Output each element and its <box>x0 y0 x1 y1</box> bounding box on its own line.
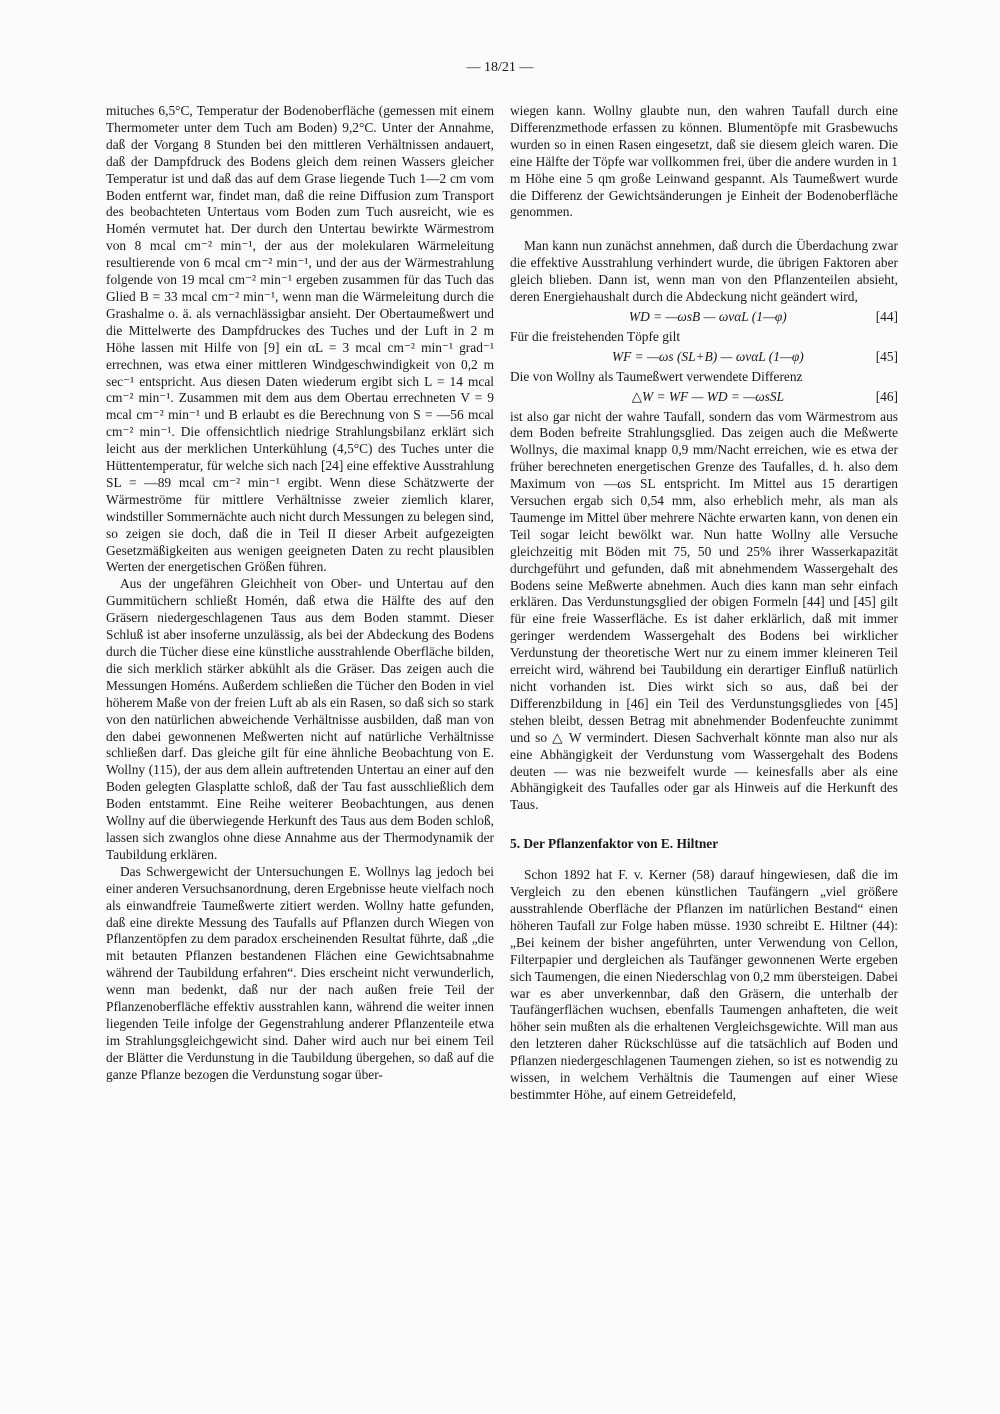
paragraph: mituches 6,5°C, Temperatur der Bodenoberfläche (gemessen mit einem Thermometer unter dem Tuch am Boden) 9,2°C. Unter der Annahme, daß der Vorgang 8 Stunden bei den mittleren Verhältnissen andauert, daß der Dampfdruck des Bodens gleich dem reinen Wassers gleicher Temperatur ist und daß das auf dem Grase liegende Tuch 1—2 cm vom Boden entfernt war, findet man, daß die reine Diffusion zum Transport des beobachteten Untertaus vom Boden zum Tuch ausreicht, wie es Homén vermutet hat. Der durch den Untertau bewirkte Wärmestrom von 8 mcal cm⁻² min⁻¹, der aus der molekularen Wärmeleitung resultierende von 6 mcal cm⁻² min⁻¹, und der aus der Wärmestrahlung folgende von 19 mcal cm⁻² min⁻¹ ergeben zusammen für das Tuch das Glied B = 33 mcal cm⁻² min⁻¹, wenn man die Wärmeleitung durch die Grashalme o. ä. als vernachlässigbar ansieht. Der Obertaumeßwert und die Mittelwerte des Dampfdruckes des Tuches und der Luft in 2 m Höhe lassen mit Hilfe von [9] ein αL = 3 mcal cm⁻² min⁻¹ grad⁻¹ errechnen, was etwa einer mittleren Windgeschwindigkeit von 0,2 m sec⁻¹ entspricht. Aus diesen Daten wiederum ergibt sich L = 14 mcal cm⁻² min⁻¹. Zusammen mit dem aus dem Obertau errechneten V = 9 mcal cm⁻² min⁻¹ und B erlaubt es die Berechnung von S = —56 mcal cm⁻² min⁻¹. Die offensichtlich niedrige Strahlungsbilanz erklärt sich leicht aus der merklichen Unterkühlung (4,5°C) des Tuches unter die Hüttentemperatur, für welche sich nach [24] eine effektive Ausstrahlung SL = —89 mcal cm⁻² min⁻¹ ergibt. Wenn diese Schätzwerte der Wärmeströme für mittlere Verhältnisse zweier ziemlich klarer, windstiller Sommernächte auch nicht durch Messungen zu belegen sind, so zeigen sie doch, daß die in Teil II dieser Arbeit aufgezeigten Gesetzmäßigkeiten aus wenigen geeigneten Daten zu recht plausiblen Werten der energetischen Größen führen. <box>106 103 494 575</box>
page-number: — 18/21 — <box>466 60 534 75</box>
section-heading: 5. Der Pflanzenfaktor von E. Hiltner <box>510 836 719 852</box>
paragraph: Aus der ungefähren Gleichheit von Ober- und Untertau auf den Gummitüchern schließt Homén, daß etwa die Hälfte des auf den Gräsern niedergeschlagenen Taus aus dem Boden stammt. Dieser Schluß ist aber insoferne unzulässig, als bei der Abdeckung des Bodens durch die Tücher diese eine künstliche ausstrahlende Oberfläche bilden, die sich merklich stärker abkühlt als die Gräser. Das zeigen auch die Messungen Homéns. Außerdem schließen die Tücher den Boden in viel höherem Maße von der freien Luft ab als ein Rasen, so daß sich so stark von den natürlichen abweichende Verhältnisse ausbilden, daß man von den dabei gewonnenen Meßwerten nicht auf natürliche Verhältnisse schließen darf. Das gleiche gilt für eine ähnliche Beobachtung von E. Wollny (115), der aus dem allein auftretenden Untertau an einer auf den Boden gelegten Glasplatte schloß, daß der Tau fast ausschließlich dem Boden entstammt. Eine Reihe weiterer Beobachtungen, aus denen Wollny auf die überwiegende Herkunft des Taus aus dem Boden schloß, lassen sich zwanglos ohne diese Annahme aus der Thermodynamik der Taubildung erklären. <box>106 576 494 862</box>
right-column <box>510 103 898 1104</box>
equation-44 <box>510 309 898 326</box>
paragraph: Man kann nun zunächst annehmen, daß durch die Überdachung zwar die effektive Ausstrahlung verhindert wurde, die übrigen Faktoren aber gleich blieben. Dann ist, wenn man von den Pflanzenteilen absieht, deren Energiehaushalt durch die Abdeckung nicht geändert wird, <box>510 238 898 305</box>
equation-45 <box>510 349 898 366</box>
paragraph: ist also gar nicht der wahre Taufall, sondern das vom Wärmestrom aus dem Boden befreite Strahlungsglied. Das zeigen auch die Meßwerte Wollnys, die maximal knapp 0,9 mm/Nacht erreichen, wie es etwa der früher berechneten energetischen Grenze des Taufalles, d. h. also dem Maximum von —ωs SL entspricht. Im Mittel aus 15 derartigen Versuchen ergab sich 0,54 mm, also erheblich mehr, als man als Taumenge im Mittel über mehrere Nächte erwarten kann, von denen ein Teil sogar leicht bewölkt war. Nun hatte Wollny alle Versuche gleichzeitig mit Böden mit 75, 50 und 25% ihrer Wasserkapazität durchgeführt und gefunden, daß mit abnehmendem Wassergehalt des Bodens seine Meßwerte abnehmen. Auch dies kann man sehr einfach erklären. Das Verdunstungsglied der obigen Formeln [44] und [45] gilt für eine freie Wasserfläche. Es ist daher erklärlich, daß mit immer geringer werdendem Wassergehalt des Bodens bei wirklicher Verdunstung der theoretische Wert nur zu einem immer kleineren Teil erreicht wird, während bei Taubildung ein derartiger Einfluß natürlich nicht vorhanden ist. Dies wirkt sich so aus, daß bei der Differenzbildung in [46] ein Teil des Verdunstungsgliedes von [45] stehen bleibt, dessen Betrag mit abnehmender Bodenfeuchte zunimmt und so △ W vermindert. Diesen Sachverhalt könnte man also nur als eine Abhängigkeit der Verdunstung vom Wassergehalt des Bodens deuten — was nie bezweifelt wurde — keinesfalls aber als eine Abhängigkeit des Taufalles oder gar als Hinweis auf die Herkunft des Taus. <box>510 408 898 813</box>
equation-expression: WF = —ωs (SL+B) — ωvαL (1—φ) <box>611 348 804 364</box>
equation-number: [45] <box>875 348 898 364</box>
paragraph: wiegen kann. Wollny glaubte nun, den wahren Taufall durch eine Differenzmethode erfassen zu können. Blumentöpfe mit Grasbewuchs wurden so in einen Rasen eingesetzt, daß sie diesem gleich waren. Die eine Hälfte der Töpfe war vollkommen frei, über die andere wurden in 1 m Höhe eine 5 qm große Leinwand gespannt. Als Taumeßwert wurde die Differenz der Gewichtsänderungen je Einheit der Bodenoberfläche genommen. <box>510 103 898 220</box>
paragraph: Schon 1892 hat F. v. Kerner (58) darauf hingewiesen, daß die im Vergleich zu den ebenen künstlichen Taufängern „viel größere ausstrahlende Oberfläche der Pflanzen im natürlichen Bestand“ einen höheren Taufall zur Folge haben müsse. 1930 schreibt E. Hiltner (44): „Bei keinem der bisher angeführten, unter Verwendung von Cellon, Filterpapier und dergleichen als Taufänger gewonnenen Werte ergeben sich Taumengen, die einen Niederschlag von 0,2 mm übersteigen. Dabei war es aber unverkennbar, daß den Gräsern, die unterhalb der Taufängerflächen wuchsen, ebenfalls Taumengen anhafteten, die weit höher sein mußten als die erhaltenen Vergleichsgewichte. Will man aus den letzteren daher Rückschlüsse auf die tatsächlich auf Boden und Pflanzen niedergeschlagenen Taumengen ziehen, so ist es notwendig zu wissen, in welchem Verhältnis die Taumengen auf einer Wiese bestimmter Höhe, auf einem Getreidefeld, <box>510 867 898 1102</box>
paragraph: Die von Wollny als Taumeßwert verwendete Differenz <box>510 368 803 384</box>
equation-expression: △W = WF — WD = —ωsSL <box>631 388 785 404</box>
equation-46 <box>510 389 898 406</box>
paragraph: Das Schwergewicht der Untersuchungen E. Wollnys lag jedoch bei einer anderen Versuchsanordnung, deren Ergebnisse heute vielfach noch als einwandfreie Taumeßwerte zitiert werden. Wollny hatte gefunden, daß eine direkte Messung des Taufalls auf Pflanzen durch Wiegen von Pflanzentöpfen zu dem paradox erscheinenden Resultat führte, daß „die mit betauten Pflanzen bestandenen Flächen eine Gewichtsabnahme während der Taubildung erfahren“. Dies erscheint nicht verwunderlich, wenn man bedenkt, daß nur der nach außen freie Teil der Pflanzenoberfläche effektiv ausstrahlen kann, während die weiter innen liegenden Teile infolge der Gegenstrahlung anderer Pflanzenteile etwa im Strahlungsgleichgewicht sind. Daher wird auch nur bei einem Teil der Blätter die Verdunstung in die Taubildung übergehen, so daß auf die ganze Pflanze bezogen die Verdunstung sogar über- <box>106 863 494 1082</box>
paragraph: Für die freistehenden Töpfe gilt <box>510 328 681 344</box>
equation-number: [44] <box>875 308 898 324</box>
left-column <box>106 103 494 1084</box>
equation-number: [46] <box>875 388 898 404</box>
equation-expression: WD = —ωsB — ωvαL (1—φ) <box>628 308 787 324</box>
